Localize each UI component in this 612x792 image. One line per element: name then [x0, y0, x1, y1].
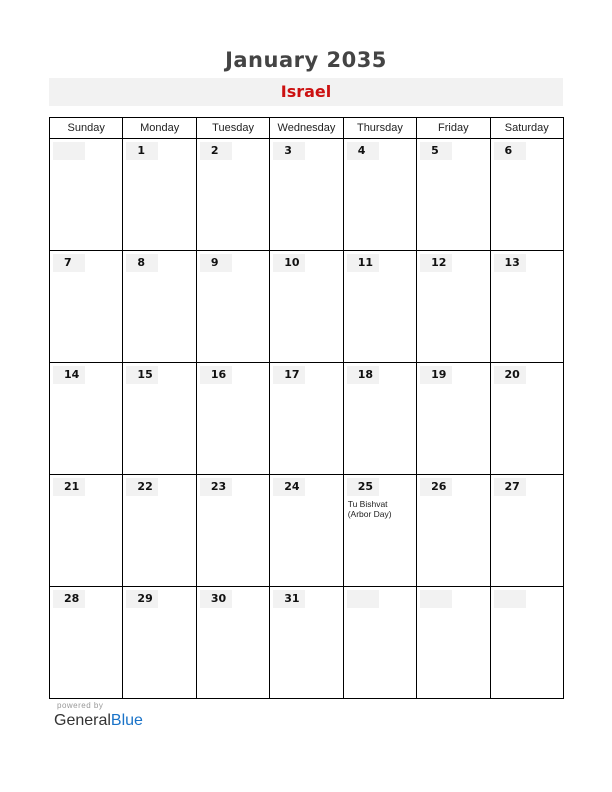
day-number: 27: [494, 478, 526, 496]
day-number: 22: [126, 478, 158, 496]
day-cell: [196, 363, 269, 475]
day-cell: [343, 139, 416, 251]
day-number: [420, 590, 452, 608]
day-cell: [50, 475, 123, 587]
day-number: 12: [420, 254, 452, 272]
day-cell: [490, 251, 563, 363]
day-number: 19: [420, 366, 452, 384]
day-cell: [50, 139, 123, 251]
day-cell: [417, 475, 490, 587]
day-number: 18: [347, 366, 379, 384]
day-cell: [490, 139, 563, 251]
day-number: [347, 590, 379, 608]
day-cell: [50, 363, 123, 475]
day-cell: [196, 475, 269, 587]
weekday-header: Friday: [417, 118, 490, 139]
day-number: 20: [494, 366, 526, 384]
day-number: 24: [273, 478, 305, 496]
holiday-label: Tu Bishvat (Arbor Day): [347, 499, 392, 519]
day-cell: [417, 363, 490, 475]
day-number: 6: [494, 142, 526, 160]
day-number: 11: [347, 254, 379, 272]
day-number: [494, 590, 526, 608]
day-number: 5: [420, 142, 452, 160]
day-number: 15: [126, 366, 158, 384]
day-cell: [343, 475, 416, 587]
week-row: [50, 363, 564, 475]
brand-text-general: General: [54, 712, 111, 729]
day-number: 16: [200, 366, 232, 384]
day-cell: [123, 587, 196, 699]
week-row: [50, 251, 564, 363]
day-number: 1: [126, 142, 158, 160]
day-cell: [123, 363, 196, 475]
day-cell: [343, 587, 416, 699]
day-cell: [490, 475, 563, 587]
day-cell: [270, 363, 343, 475]
day-cell: [270, 587, 343, 699]
day-number: 26: [420, 478, 452, 496]
day-number: 3: [273, 142, 305, 160]
calendar-title: January 2035: [225, 48, 387, 72]
weekday-header: Thursday: [343, 118, 416, 139]
day-number: 7: [53, 254, 85, 272]
weekday-header: Saturday: [490, 118, 563, 139]
day-number: 10: [273, 254, 305, 272]
day-number: 8: [126, 254, 158, 272]
day-cell: [196, 139, 269, 251]
day-number: 31: [273, 590, 305, 608]
day-cell: [343, 363, 416, 475]
day-cell: [270, 475, 343, 587]
day-number: 23: [200, 478, 232, 496]
day-cell: [270, 139, 343, 251]
day-cell: [417, 587, 490, 699]
day-cell: [123, 475, 196, 587]
day-number: 14: [53, 366, 85, 384]
day-cell: [123, 139, 196, 251]
weekday-header: Monday: [123, 118, 196, 139]
day-cell: [270, 251, 343, 363]
day-number: 4: [347, 142, 379, 160]
day-number: 28: [53, 590, 85, 608]
day-cell: [196, 251, 269, 363]
day-cell: [490, 587, 563, 699]
week-row: [50, 139, 564, 251]
generalblue-logo[interactable]: [54, 712, 143, 730]
day-number: 30: [200, 590, 232, 608]
day-cell: [50, 251, 123, 363]
week-row: [50, 475, 564, 587]
calendar-grid: [49, 117, 564, 699]
day-number: 29: [126, 590, 158, 608]
day-number: 21: [53, 478, 85, 496]
day-number: 2: [200, 142, 232, 160]
weekday-header-row: [50, 118, 564, 139]
day-cell: [196, 587, 269, 699]
weekday-header: Wednesday: [270, 118, 343, 139]
week-row: [50, 587, 564, 699]
powered-by-label: powered by: [57, 701, 104, 710]
day-number: [53, 142, 85, 160]
day-cell: [343, 251, 416, 363]
country-name: Israel: [280, 82, 332, 101]
weekday-header: Sunday: [50, 118, 123, 139]
day-cell: [123, 251, 196, 363]
day-number: 25: [347, 478, 379, 496]
country-banner: [49, 78, 563, 106]
day-cell: [417, 139, 490, 251]
day-cell: [417, 251, 490, 363]
brand-text-blue: Blue: [110, 712, 143, 729]
day-number: 13: [494, 254, 526, 272]
day-number: 17: [273, 366, 305, 384]
day-cell: [490, 363, 563, 475]
weekday-header: Tuesday: [196, 118, 269, 139]
day-cell: [50, 587, 123, 699]
day-number: 9: [200, 254, 232, 272]
